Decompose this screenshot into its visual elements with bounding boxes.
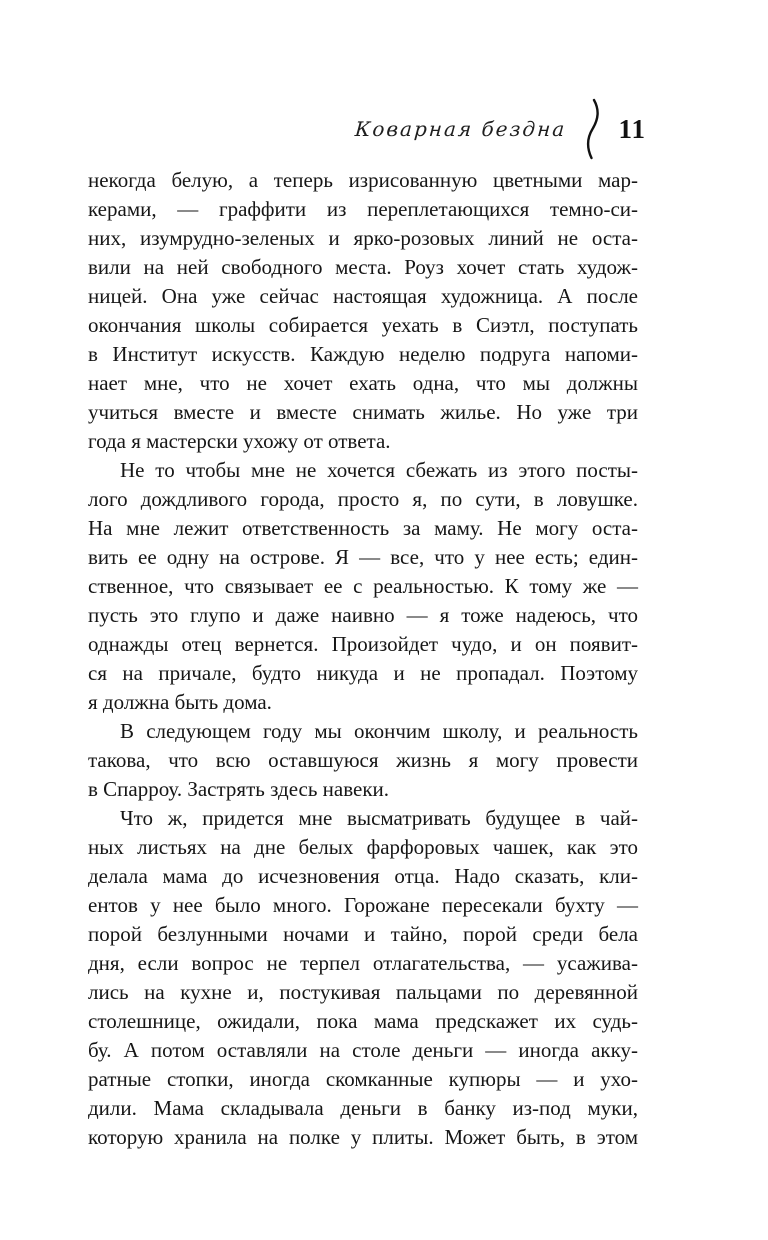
text-line: учиться вместе и вместе снимать жилье. Но уже три xyxy=(88,400,638,424)
text-line: ственное, что связывает ее с реальностью. К тому же — xyxy=(88,574,638,598)
text-line: в Институт искусств. Каждую неделю подруга напоми- xyxy=(88,342,638,366)
text-line: лись на кухне и, постукивая пальцами по деревянной xyxy=(88,980,638,1004)
text-line: делала мама до исчезновения отца. Надо сказать, кли- xyxy=(88,864,638,888)
text-line: вить ее одну на острове. Я — все, что у нее есть; един- xyxy=(88,545,638,569)
text-line: некогда белую, а теперь изрисованную цветными мар- xyxy=(88,168,638,192)
text-line: однажды отец вернется. Произойдет чудо, и он появит- xyxy=(88,632,638,656)
text-line: вили на ней свободного места. Роуз хочет стать худож- xyxy=(88,255,638,279)
text-line: лого дождливого города, просто я, по сути, в ловушке. xyxy=(88,487,638,511)
text-line: порой безлунными ночами и тайно, порой среди бела xyxy=(88,922,638,946)
text-line: В следующем году мы окончим школу, и реальность xyxy=(120,719,638,743)
text-line: дня, если вопрос не терпел отлагательства, — усажива- xyxy=(88,951,638,975)
text-line: ратные стопки, иногда скомканные купюры — и ухо- xyxy=(88,1067,638,1091)
text-line: окончания школы собирается уехать в Сиэтл, поступать xyxy=(88,313,638,337)
text-line: ницей. Она уже сейчас настоящая художница. А после xyxy=(88,284,638,308)
text-line: в Спарроу. Застрять здесь навеки. xyxy=(88,777,390,801)
text-line: На мне лежит ответственность за маму. Не могу оста- xyxy=(88,516,638,540)
text-line: бу. А потом оставляли на столе деньги — иногда акку- xyxy=(88,1038,638,1062)
page-number: 11 xyxy=(618,113,646,144)
page-header xyxy=(355,96,646,162)
text-line: них, изумрудно-зеленых и ярко-розовых линий не оста- xyxy=(88,226,638,250)
text-line: пусть это глупо и даже наивно — я тоже надеюсь, что xyxy=(88,603,638,627)
text-line: Не то чтобы мне не хочется сбежать из этого посты- xyxy=(120,458,638,482)
text-line: я должна быть дома. xyxy=(88,690,272,714)
body-text xyxy=(88,166,638,1152)
text-line: Что ж, придется мне высматривать будущее в чай- xyxy=(120,806,638,830)
text-line: ся на причале, будто никуда и не пропадал. Поэтому xyxy=(88,661,638,685)
text-line: такова, что всю оставшуюся жизнь я могу провести xyxy=(88,748,638,772)
text-line: ентов у нее было много. Горожане пересекали бухту — xyxy=(88,893,638,917)
calligraphic-swash-icon xyxy=(583,98,601,160)
text-line: ных листьях на дне белых фарфоровых чашек, как это xyxy=(88,835,638,859)
text-line: нает мне, что не хочет ехать одна, что мы должны xyxy=(88,371,638,395)
running-head-title: Коварная бездна xyxy=(354,117,568,141)
text-line: дили. Мама складывала деньги в банку из-под муки, xyxy=(88,1096,638,1120)
text-line: года я мастерски ухожу от ответа. xyxy=(88,429,391,453)
text-line: керами, — граффити из переплетающихся темно-си- xyxy=(88,197,638,221)
text-line: которую хранила на полке у плиты. Может быть, в этом xyxy=(88,1125,638,1149)
text-line: столешнице, ожидали, пока мама предскажет их судь- xyxy=(88,1009,638,1033)
